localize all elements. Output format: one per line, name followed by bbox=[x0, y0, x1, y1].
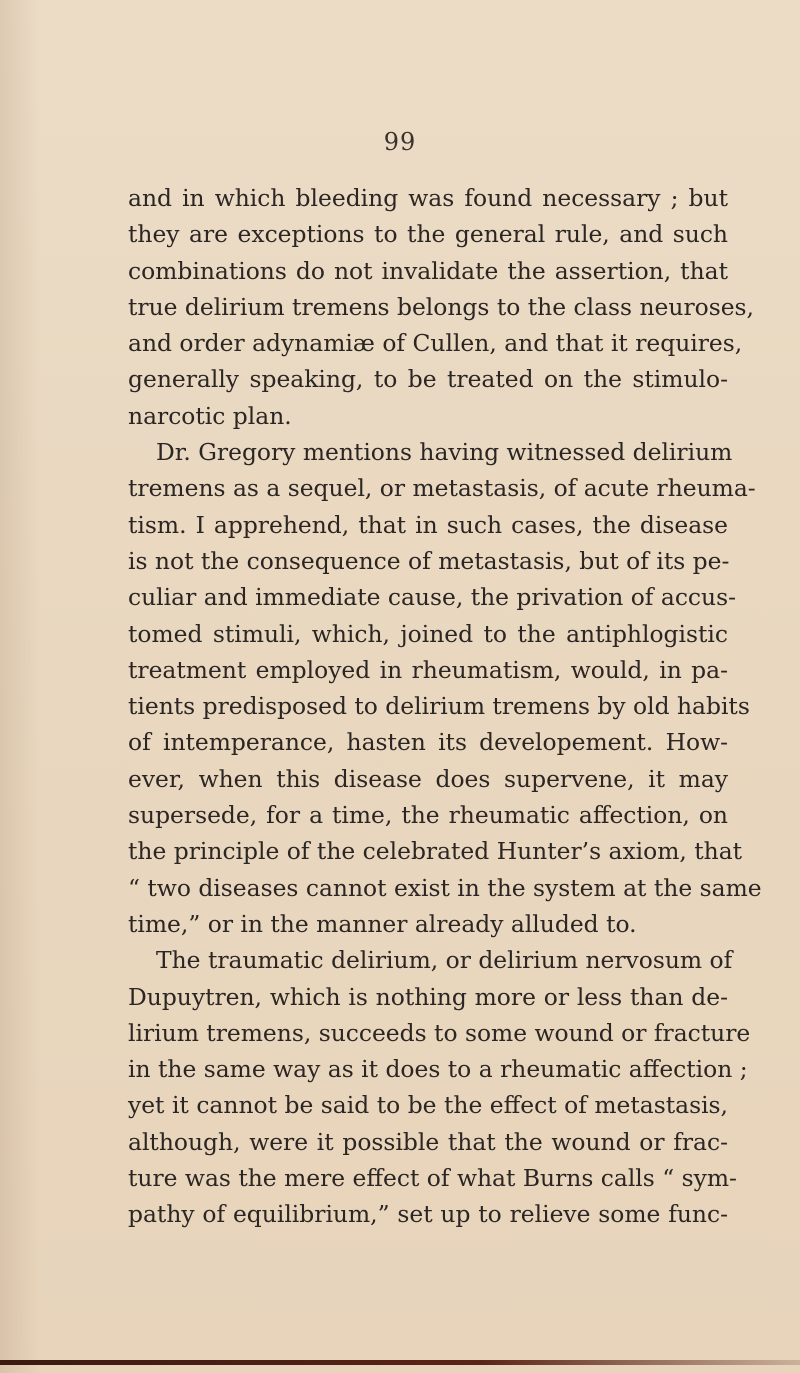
text-line: and in which bleeding was found necessary ; but bbox=[128, 184, 728, 212]
text-line: ture was the mere effect of what Burns calls “ sym- bbox=[128, 1164, 737, 1193]
text-line: they are exceptions to the general rule, and such bbox=[128, 220, 728, 249]
text-line: pathy of equilibrium,” set up to relieve some func- bbox=[128, 1200, 728, 1229]
text-line: narcotic plan. bbox=[128, 401, 292, 430]
text-line: although, were it possible that the wound or frac- bbox=[128, 1127, 728, 1156]
text-line: in the same way as it does to a rheumatic affection ; bbox=[128, 1055, 748, 1084]
text-line: and order adynamiæ of Cullen, and that it requires, bbox=[128, 329, 743, 358]
text-line: treatment employed in rheumatism, would, in pa- bbox=[128, 655, 728, 684]
page-edge-strip bbox=[0, 1360, 800, 1365]
text-line: supersede, for a time, the rheumatic affection, on bbox=[128, 801, 728, 830]
text-line: “ two diseases cannot exist in the system at the same bbox=[128, 873, 762, 902]
text-line: The traumatic delirium, or delirium nervosum of bbox=[156, 946, 733, 975]
text-line: tism. I apprehend, that in such cases, the disease bbox=[128, 510, 728, 539]
text-line: ever, when this disease does supervene, it may bbox=[128, 764, 728, 793]
text-line: time,” or in the manner already alluded to. bbox=[128, 909, 637, 938]
text-line: tremens as a sequel, or metastasis, of acute rheuma- bbox=[128, 474, 756, 503]
text-line: of intemperance, hasten its developement. How- bbox=[128, 728, 728, 757]
text-line: Dr. Gregory mentions having witnessed delirium bbox=[156, 438, 733, 467]
text-line: culiar and immediate cause, the privation of accus- bbox=[128, 583, 736, 612]
text-line: tients predisposed to delirium tremens by old habits bbox=[128, 692, 750, 721]
text-line: the principle of the celebrated Hunter’s axiom, that bbox=[128, 837, 743, 866]
text-line: lirium tremens, succeeds to some wound or fracture bbox=[128, 1018, 751, 1047]
page-number: 99 bbox=[383, 128, 417, 156]
text-line: generally speaking, to be treated on the stimulo- bbox=[128, 365, 728, 394]
text-line: yet it cannot be said to be the effect of metastasis, bbox=[128, 1091, 728, 1120]
text-line: is not the consequence of metastasis, but of its pe- bbox=[128, 546, 730, 575]
text-line: combinations do not invalidate the assertion, that bbox=[128, 256, 728, 285]
body-text bbox=[128, 180, 762, 1233]
text-line: Dupuytren, which is nothing more or less than de- bbox=[128, 982, 728, 1011]
text-line: tomed stimuli, which, joined to the antiphlogistic bbox=[128, 619, 728, 648]
text-line: true delirium tremens belongs to the class neuroses, bbox=[128, 292, 754, 321]
